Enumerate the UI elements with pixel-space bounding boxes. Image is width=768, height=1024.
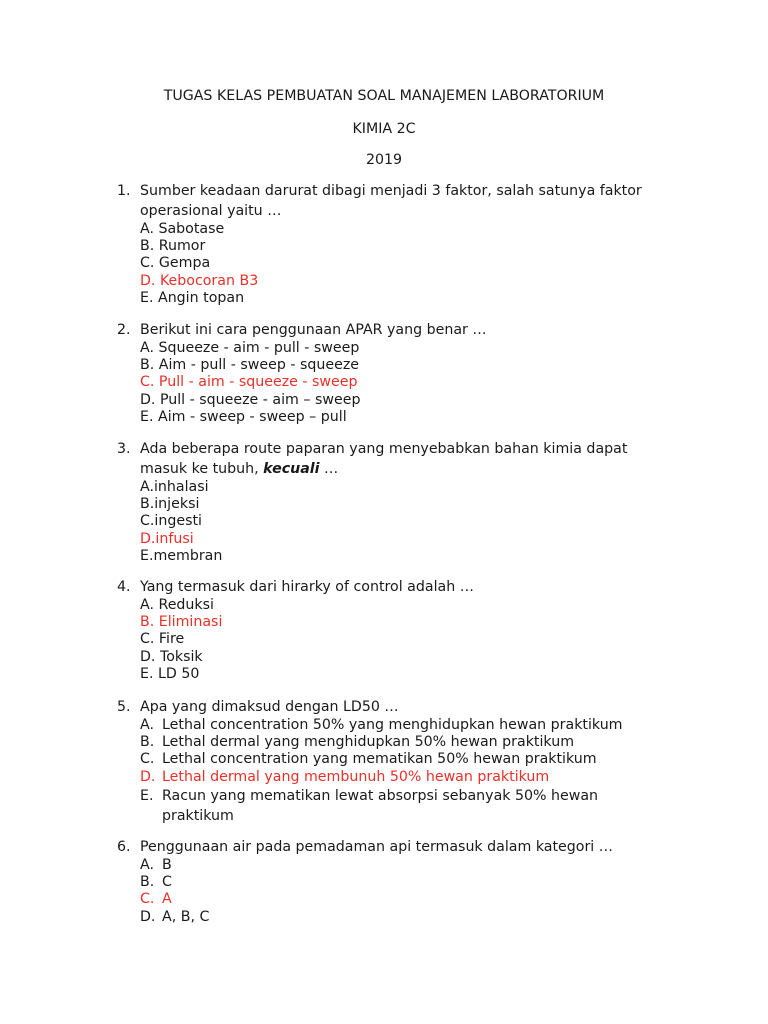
option-a: A. Sabotase <box>140 221 225 237</box>
option-c-answer: C. Pull - aim - squeeze - sweep <box>140 374 358 391</box>
question-text: Yang termasuk dari hirarky of control adalah … <box>140 579 474 595</box>
option-b-answer: B. Eliminasi <box>140 614 223 631</box>
question-number: 1. <box>117 183 131 199</box>
option-a: A. Squeeze - aim - pull - sweep <box>140 340 360 356</box>
option-d-answer: D.infusi <box>140 530 194 547</box>
option-a: A. Reduksi <box>140 597 214 613</box>
option-e: E. LD 50 <box>140 665 200 682</box>
question-number: 2. <box>117 322 131 338</box>
question-3 <box>117 439 677 565</box>
question-text <box>140 439 677 479</box>
option-d: D. A, B, C <box>140 908 210 925</box>
option-a: A.inhalasi <box>140 479 209 495</box>
option-e: E. Racun yang mematikan lewat absorpsi sebanyak 50% hewan praktikum <box>140 787 599 824</box>
option-c: C. Lethal concentration yang mematikan 50% hewan praktikum <box>140 751 597 768</box>
option-e: E. Angin topan <box>140 289 245 306</box>
option-b: B.injeksi <box>140 496 200 513</box>
option-c: C.ingesti <box>140 513 202 530</box>
question-text: Sumber keadaan darurat dibagi menjadi 3 faktor, salah satunya faktor operasional yaitu … <box>140 183 642 219</box>
option-a: A. Lethal concentration 50% yang menghidupkan hewan praktikum <box>140 717 623 733</box>
class-label: KIMIA 2C <box>352 121 416 137</box>
option-d-answer: D. Kebocoran B3 <box>140 272 259 289</box>
question-1 <box>117 181 677 307</box>
question-text: Penggunaan air pada pemadaman api termasuk dalam kategori … <box>140 839 613 855</box>
option-e: E.membran <box>140 547 223 564</box>
question-text-end: … <box>319 461 339 477</box>
question-5 <box>117 697 677 826</box>
question-4 <box>117 577 677 683</box>
question-text: Apa yang dimaksud dengan LD50 … <box>140 699 399 715</box>
option-b: B. Aim - pull - sweep - squeeze <box>140 357 359 374</box>
option-d: D. Pull - squeeze - aim – sweep <box>140 391 361 408</box>
question-number: 5. <box>117 699 131 715</box>
option-c: C. Fire <box>140 631 185 648</box>
option-b: B. C <box>140 874 172 891</box>
option-d-answer: D. Lethal dermal yang membunuh 50% hewan praktikum <box>140 768 550 785</box>
option-d: D. Toksik <box>140 648 203 665</box>
question-emphasis: kecuali <box>263 461 320 477</box>
option-c-answer: C. A <box>140 891 172 908</box>
option-e: E. Aim - sweep - sweep – pull <box>140 408 347 425</box>
question-number: 4. <box>117 579 131 595</box>
question-6 <box>117 837 677 926</box>
document-title: TUGAS KELAS PEMBUATAN SOAL MANAJEMEN LABORATORIUM <box>163 88 605 104</box>
question-number: 3. <box>117 441 131 457</box>
option-b: B. Lethal dermal yang menghidupkan 50% hewan praktikum <box>140 734 575 751</box>
year-label: 2019 <box>365 152 403 168</box>
question-number: 6. <box>117 839 131 855</box>
option-a: A. B <box>140 857 172 873</box>
question-text: Berikut ini cara penggunaan APAR yang benar … <box>140 322 487 338</box>
question-text-start: Ada beberapa route paparan yang menyebabkan bahan kimia dapat masuk ke tubuh, <box>140 441 628 477</box>
question-2 <box>117 320 677 426</box>
option-b: B. Rumor <box>140 238 206 255</box>
option-c: C. Gempa <box>140 255 211 272</box>
